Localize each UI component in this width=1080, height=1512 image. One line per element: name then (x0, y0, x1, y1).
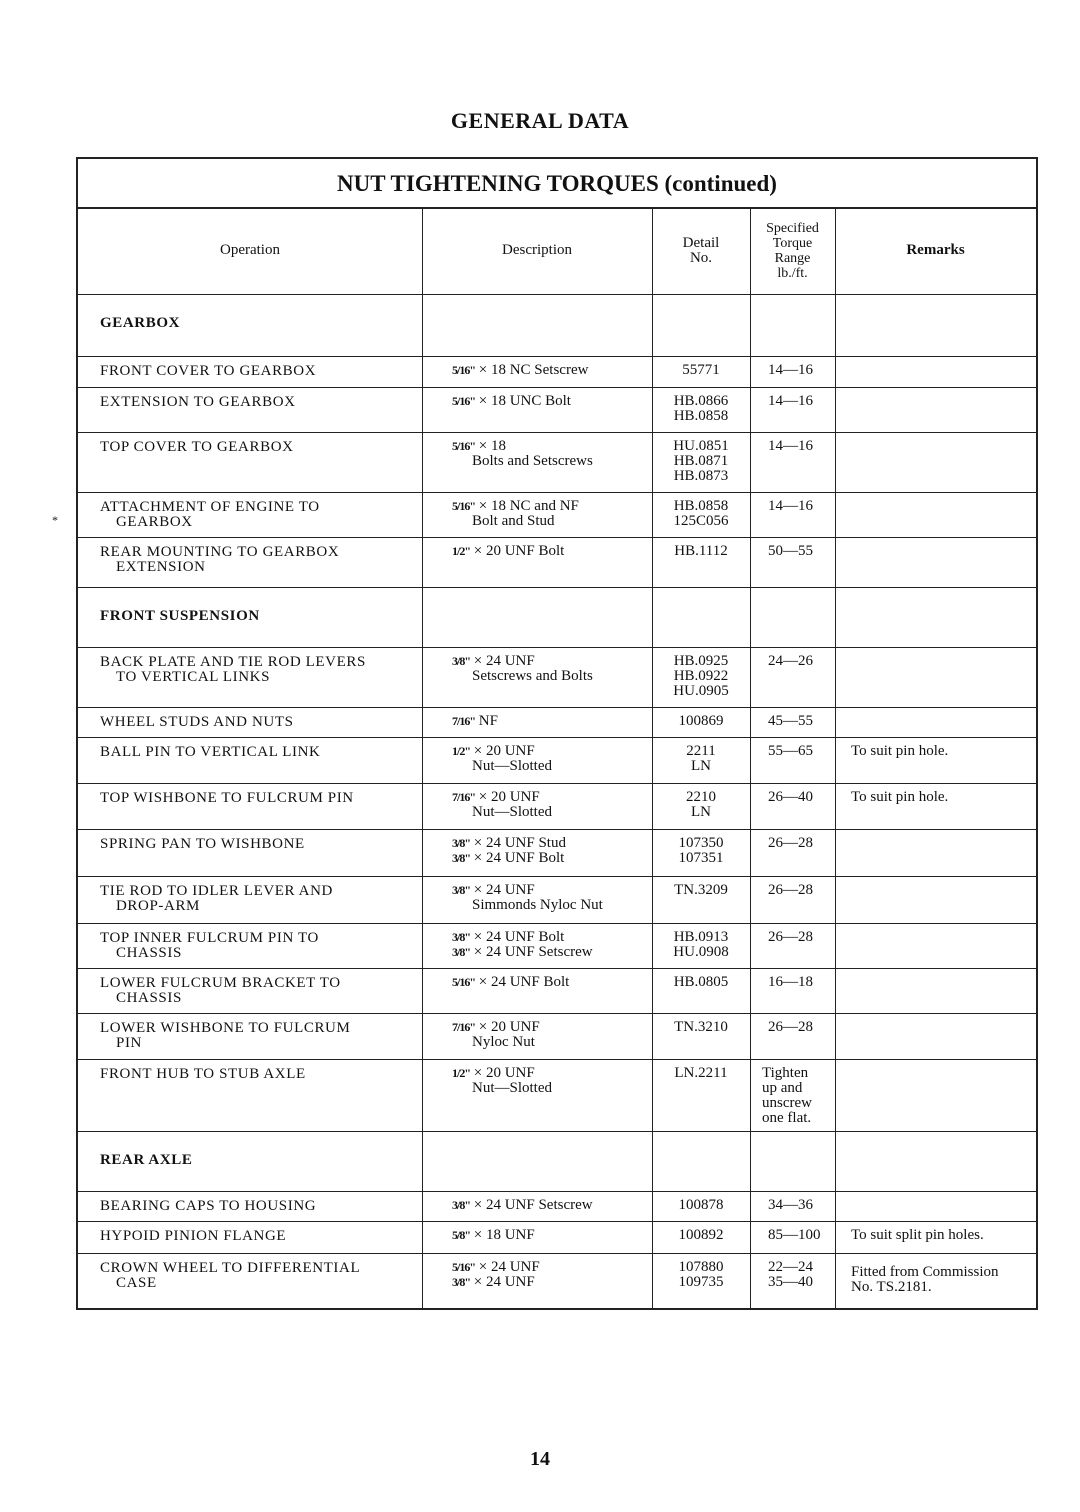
description-text: Nut—Slotted (472, 804, 553, 820)
description-line (452, 898, 646, 913)
detail-number: HB.0913 (673, 929, 729, 945)
detail-number: 107880 (678, 1259, 724, 1275)
operation-text: BALL PIN TO VERTICAL LINK (100, 744, 321, 760)
table-row (78, 1191, 1036, 1222)
operation-cell (78, 1059, 422, 1131)
header-detail (652, 207, 750, 294)
description-cell (422, 923, 652, 968)
detail-number-cell (652, 356, 750, 387)
description-cell (422, 968, 652, 1013)
description-cell (422, 1059, 652, 1131)
torque-range: 35—40 (768, 1274, 813, 1290)
operation-text: CROWN WHEEL TO DIFFERENTIAL (100, 1260, 361, 1276)
detail-number: HB.1112 (674, 543, 728, 559)
description-text: × 20 UNF (473, 1065, 535, 1081)
torque-range: 45—55 (768, 713, 813, 729)
description-text: × 20 UNF (473, 743, 535, 759)
description-cell (422, 829, 652, 876)
operation-text: SPRING PAN TO WISHBONE (100, 836, 305, 852)
description-cell (422, 1221, 652, 1253)
header-torque-line: Torque (772, 235, 813, 251)
detail-number: 2210 (686, 789, 716, 805)
description-text: Nut—Slotted (472, 758, 553, 774)
size-fraction: 3/8" (452, 1198, 470, 1212)
detail-number-cell (652, 387, 750, 432)
header-torque (750, 207, 835, 294)
size-fraction: 5/16" (452, 394, 475, 408)
table-row (78, 1253, 1036, 1309)
remarks-cell (835, 707, 1036, 737)
description-cell (422, 492, 652, 537)
operation-cell (78, 783, 422, 829)
detail-number: TN.3210 (674, 1019, 728, 1035)
torque-range-cell (750, 432, 835, 492)
torque-range-cell (750, 829, 835, 876)
header-operation: Operation (220, 242, 280, 258)
description-text: Setscrews and Bolts (472, 668, 593, 684)
detail-number: HB.0873 (673, 468, 729, 484)
description-text: × 20 UNF (478, 789, 540, 805)
remarks-cell (835, 387, 1036, 432)
torque-range: 14—16 (768, 393, 813, 409)
remarks-cell (835, 1013, 1036, 1059)
torque-range-cell (750, 647, 835, 707)
detail-number-cell (652, 829, 750, 876)
operation-text: BACK PLATE AND TIE ROD LEVERS (100, 654, 366, 670)
remarks-cell (835, 492, 1036, 537)
remarks-cell (835, 829, 1036, 876)
operation-cell (78, 1221, 422, 1253)
description-line (452, 499, 646, 514)
table-title: NUT TIGHTENING TORQUES (continued) (78, 159, 1036, 209)
remarks-cell (835, 968, 1036, 1013)
detail-number: HU.0908 (673, 944, 729, 960)
detail-number: HB.0871 (673, 453, 729, 469)
description-line (452, 454, 646, 469)
description-text: Nyloc Nut (472, 1034, 535, 1050)
operation-cell (78, 1013, 422, 1059)
detail-number-cell (652, 1059, 750, 1131)
section-row (78, 1131, 1036, 1192)
torque-range: 14—16 (768, 498, 813, 514)
detail-number-cell (652, 707, 750, 737)
torque-range: 24—26 (768, 653, 813, 669)
torque-range-cell (750, 1013, 835, 1059)
description-text: × 24 UNF Bolt (473, 850, 565, 866)
description-text: × 24 UNF (478, 1259, 540, 1275)
size-fraction: 3/8" (452, 1275, 470, 1289)
table-row (78, 647, 1036, 708)
table-row (78, 876, 1036, 924)
header-detail-line: Detail (682, 234, 720, 251)
remarks-cell (835, 783, 1036, 829)
size-fraction: 3/8" (452, 654, 470, 668)
description-text: × 24 UNF Bolt (478, 974, 570, 990)
remarks-cell (835, 1191, 1036, 1221)
operation-text: TOP WISHBONE TO FULCRUM PIN (100, 790, 354, 806)
description-line (452, 930, 646, 945)
description-cell (422, 1253, 652, 1308)
header-torque-line: Specified (766, 220, 819, 236)
section-title: REAR AXLE (100, 1152, 193, 1168)
description-text: × 24 UNF (473, 1274, 535, 1290)
operation-cell (78, 356, 422, 387)
description-line (452, 714, 646, 729)
description-text: Bolts and Setscrews (472, 453, 593, 469)
torque-range: Tighten (762, 1065, 809, 1081)
table-row (78, 1013, 1036, 1060)
operation-text: HYPOID PINION FLANGE (100, 1228, 287, 1244)
header-torque-line: Range (774, 250, 811, 266)
operation-text: WHEEL STUDS AND NUTS (100, 714, 294, 730)
torque-range: 22—24 (768, 1259, 813, 1275)
description-line (452, 439, 646, 454)
description-line (452, 759, 646, 774)
description-cell (422, 737, 652, 783)
detail-number: 125C056 (673, 513, 729, 529)
torque-range: 26—40 (768, 789, 813, 805)
remarks-text: To suit pin hole. (851, 743, 949, 759)
description-line (452, 1020, 646, 1035)
description-cell (422, 432, 652, 492)
table-row (78, 537, 1036, 588)
operation-cell (78, 647, 422, 707)
torque-range: 85—100 (768, 1227, 821, 1243)
remarks-cell (835, 876, 1036, 923)
section-row (78, 294, 1036, 357)
remarks-cell (835, 737, 1036, 783)
description-line (452, 1228, 646, 1243)
table-row (78, 356, 1036, 388)
description-text: × 18 NC and NF (478, 498, 579, 514)
detail-number-cell (652, 1013, 750, 1059)
torque-range: 14—16 (768, 438, 813, 454)
operation-text: TO VERTICAL LINKS (116, 669, 271, 685)
description-line (452, 1066, 646, 1081)
description-line (452, 654, 646, 669)
description-text: Simmonds Nyloc Nut (472, 897, 603, 913)
operation-text: LOWER WISHBONE TO FULCRUM (100, 1020, 351, 1036)
size-fraction: 1/2" (452, 744, 470, 758)
size-fraction: 7/16" (452, 1020, 475, 1034)
page-number: 14 (530, 1448, 550, 1470)
operation-text: CASE (116, 1275, 157, 1291)
size-fraction: 3/8" (452, 883, 470, 897)
detail-number: 100869 (678, 713, 724, 729)
operation-cell (78, 387, 422, 432)
description-line (452, 544, 646, 559)
torque-range: 26—28 (768, 1019, 813, 1035)
description-text: × 24 UNF Setscrew (473, 944, 593, 960)
description-line (452, 1081, 646, 1096)
remarks-cell (835, 1253, 1036, 1308)
description-cell (422, 356, 652, 387)
page-title: GENERAL DATA (450, 108, 630, 133)
operation-cell (78, 737, 422, 783)
torque-range-cell (750, 387, 835, 432)
detail-number-cell (652, 492, 750, 537)
description-text: NF (478, 713, 498, 729)
section-heading (78, 587, 422, 647)
description-cell (422, 647, 652, 707)
operation-cell (78, 1253, 422, 1308)
detail-number: 55771 (682, 362, 720, 378)
table-row (78, 1059, 1036, 1132)
description-line (452, 363, 646, 378)
detail-number-cell (652, 968, 750, 1013)
description-cell (422, 783, 652, 829)
description-line (452, 1275, 646, 1290)
description-cell (422, 387, 652, 432)
torque-range: 26—28 (768, 835, 813, 851)
description-line (452, 790, 646, 805)
detail-number: HB.0866 (673, 393, 729, 409)
detail-number-cell (652, 1221, 750, 1253)
detail-number: LN (691, 758, 711, 774)
detail-number: HU.0851 (673, 438, 729, 454)
torque-range-cell (750, 492, 835, 537)
detail-number: LN.2211 (674, 1065, 728, 1081)
torque-range-cell (750, 1191, 835, 1221)
torque-range-cell (750, 1059, 835, 1131)
description-text: × 24 UNF (473, 653, 535, 669)
operation-cell (78, 968, 422, 1013)
operation-text: FRONT COVER TO GEARBOX (100, 363, 317, 379)
remarks-cell (835, 537, 1036, 587)
detail-number: LN (691, 804, 711, 820)
detail-number: HB.0805 (673, 974, 729, 990)
description-line (452, 1035, 646, 1050)
detail-number-cell (652, 923, 750, 968)
torque-range-cell (750, 1221, 835, 1253)
description-line (452, 744, 646, 759)
section-title: FRONT SUSPENSION (100, 608, 260, 624)
description-line (452, 805, 646, 820)
size-fraction: 7/16" (452, 790, 475, 804)
torque-range: one flat. (762, 1110, 812, 1126)
operation-text: BEARING CAPS TO HOUSING (100, 1198, 317, 1214)
description-text: Nut—Slotted (472, 1080, 553, 1096)
size-fraction: 5/16" (452, 363, 475, 377)
description-text: × 18 UNF (473, 1227, 535, 1243)
table-row (78, 432, 1036, 493)
remarks-text: No. TS.2181. (851, 1279, 932, 1295)
detail-number: 107350 (678, 835, 724, 851)
description-line (452, 394, 646, 409)
detail-number: HB.0858 (673, 408, 729, 424)
operation-text: GEARBOX (116, 514, 193, 530)
operation-text: DROP-ARM (116, 898, 200, 914)
torque-range-cell (750, 1253, 835, 1308)
torque-range-cell (750, 737, 835, 783)
operation-text: ATTACHMENT OF ENGINE TO (100, 499, 320, 515)
detail-number: 2211 (686, 743, 716, 759)
size-fraction: 5/16" (452, 975, 475, 989)
operation-text: FRONT HUB TO STUB AXLE (100, 1066, 306, 1082)
description-line (452, 1260, 646, 1275)
remarks-cell (835, 432, 1036, 492)
header-description: Description (502, 242, 572, 258)
description-line (452, 836, 646, 851)
torque-range: 50—55 (768, 543, 813, 559)
operation-cell (78, 537, 422, 587)
operation-text: CHASSIS (116, 990, 182, 1006)
description-text: × 24 UNF Bolt (473, 929, 565, 945)
torque-range: 26—28 (768, 929, 813, 945)
description-text: × 20 UNF Bolt (473, 543, 565, 559)
operation-text: TIE ROD TO IDLER LEVER AND (100, 883, 333, 899)
description-text: × 24 UNF (473, 882, 535, 898)
table-row (78, 387, 1036, 433)
torque-range-cell (750, 783, 835, 829)
table-row (78, 737, 1036, 784)
description-line (452, 1198, 646, 1213)
detail-number: HB.0858 (673, 498, 729, 514)
table-row (78, 968, 1036, 1014)
size-fraction: 5/16" (452, 439, 475, 453)
torque-range: 14—16 (768, 362, 813, 378)
description-text: × 24 UNF Stud (473, 835, 566, 851)
description-text: × 24 UNF Setscrew (473, 1197, 593, 1213)
remarks-text: To suit pin hole. (851, 789, 949, 805)
operation-text: LOWER FULCRUM BRACKET TO (100, 975, 341, 991)
detail-number: 100892 (678, 1227, 724, 1243)
torque-range: 55—65 (768, 743, 813, 759)
size-fraction: 3/8" (452, 930, 470, 944)
operation-cell (78, 707, 422, 737)
detail-number-cell (652, 737, 750, 783)
operation-text: PIN (116, 1035, 142, 1051)
table-row (78, 707, 1036, 738)
header-torque-line: lb./ft. (777, 265, 808, 281)
size-fraction: 1/2" (452, 1066, 470, 1080)
detail-number: HB.0922 (673, 668, 729, 684)
size-fraction: 1/2" (452, 544, 470, 558)
section-heading (78, 294, 422, 356)
torque-range-cell (750, 707, 835, 737)
description-cell (422, 537, 652, 587)
table-row (78, 829, 1036, 877)
size-fraction: 3/8" (452, 851, 470, 865)
size-fraction: 5/8" (452, 1228, 470, 1242)
detail-number-cell (652, 1253, 750, 1308)
torque-range-cell (750, 968, 835, 1013)
remarks-text: To suit split pin holes. (851, 1227, 984, 1243)
size-fraction: 5/16" (452, 499, 475, 513)
description-text: × 18 UNC Bolt (478, 393, 571, 409)
torque-range-cell (750, 356, 835, 387)
description-text: × 20 UNF (478, 1019, 540, 1035)
description-cell (422, 707, 652, 737)
table-header-row (78, 207, 1036, 295)
detail-number-cell (652, 537, 750, 587)
description-cell (422, 876, 652, 923)
remarks-cell (835, 356, 1036, 387)
description-text: × 18 NC Setscrew (478, 362, 589, 378)
description-cell (422, 1013, 652, 1059)
operation-text: REAR MOUNTING TO GEARBOX (100, 544, 340, 560)
operation-text: EXTENSION (116, 559, 206, 575)
operation-cell (78, 492, 422, 537)
torque-range: 34—36 (768, 1197, 813, 1213)
header-detail-line: No. (689, 249, 713, 266)
size-fraction: 3/8" (452, 945, 470, 959)
section-row (78, 587, 1036, 648)
detail-number: TN.3209 (674, 882, 728, 898)
torque-range: up and (762, 1080, 803, 1096)
remarks-cell (835, 923, 1036, 968)
operation-cell (78, 923, 422, 968)
operation-text: TOP INNER FULCRUM PIN TO (100, 930, 319, 946)
description-line (452, 975, 646, 990)
table-row (78, 783, 1036, 830)
description-line (452, 883, 646, 898)
detail-number-cell (652, 783, 750, 829)
torque-range-cell (750, 876, 835, 923)
table-row (78, 923, 1036, 969)
detail-number: 109735 (678, 1274, 724, 1290)
torque-range: unscrew (762, 1095, 812, 1111)
section-title: GEARBOX (100, 315, 181, 331)
description-text: Bolt and Stud (472, 513, 555, 529)
operation-text: TOP COVER TO GEARBOX (100, 439, 294, 455)
operation-cell (78, 876, 422, 923)
detail-number: HB.0925 (673, 653, 729, 669)
description-cell (422, 1191, 652, 1221)
torque-range: 26—28 (768, 882, 813, 898)
header-remarks: Remarks (906, 242, 965, 258)
detail-number: 100878 (678, 1197, 724, 1213)
table-row (78, 1221, 1036, 1254)
size-fraction: 5/16" (452, 1260, 475, 1274)
remarks-cell (835, 1059, 1036, 1131)
section-heading (78, 1131, 422, 1191)
description-line (452, 851, 646, 866)
description-line (452, 669, 646, 684)
remarks-cell (835, 1221, 1036, 1253)
margin-mark: * (52, 513, 58, 527)
operation-cell (78, 829, 422, 876)
detail-number-cell (652, 647, 750, 707)
operation-cell (78, 432, 422, 492)
torque-range-cell (750, 537, 835, 587)
detail-number: HU.0905 (673, 683, 729, 699)
remarks-text: Fitted from Commission (851, 1264, 999, 1280)
size-fraction: 3/8" (452, 836, 470, 850)
operation-text: EXTENSION TO GEARBOX (100, 394, 296, 410)
torque-table (76, 157, 1038, 1310)
operation-text: CHASSIS (116, 945, 182, 961)
torque-range: 16—18 (768, 974, 813, 990)
description-text: × 18 (478, 438, 506, 454)
detail-number-cell (652, 1191, 750, 1221)
remarks-cell (835, 647, 1036, 707)
size-fraction: 7/16" (452, 714, 475, 728)
detail-number-cell (652, 876, 750, 923)
description-line (452, 945, 646, 960)
table-row (78, 492, 1036, 538)
torque-range-cell (750, 923, 835, 968)
operation-cell (78, 1191, 422, 1221)
description-line (452, 514, 646, 529)
detail-number-cell (652, 432, 750, 492)
detail-number: 107351 (678, 850, 724, 866)
